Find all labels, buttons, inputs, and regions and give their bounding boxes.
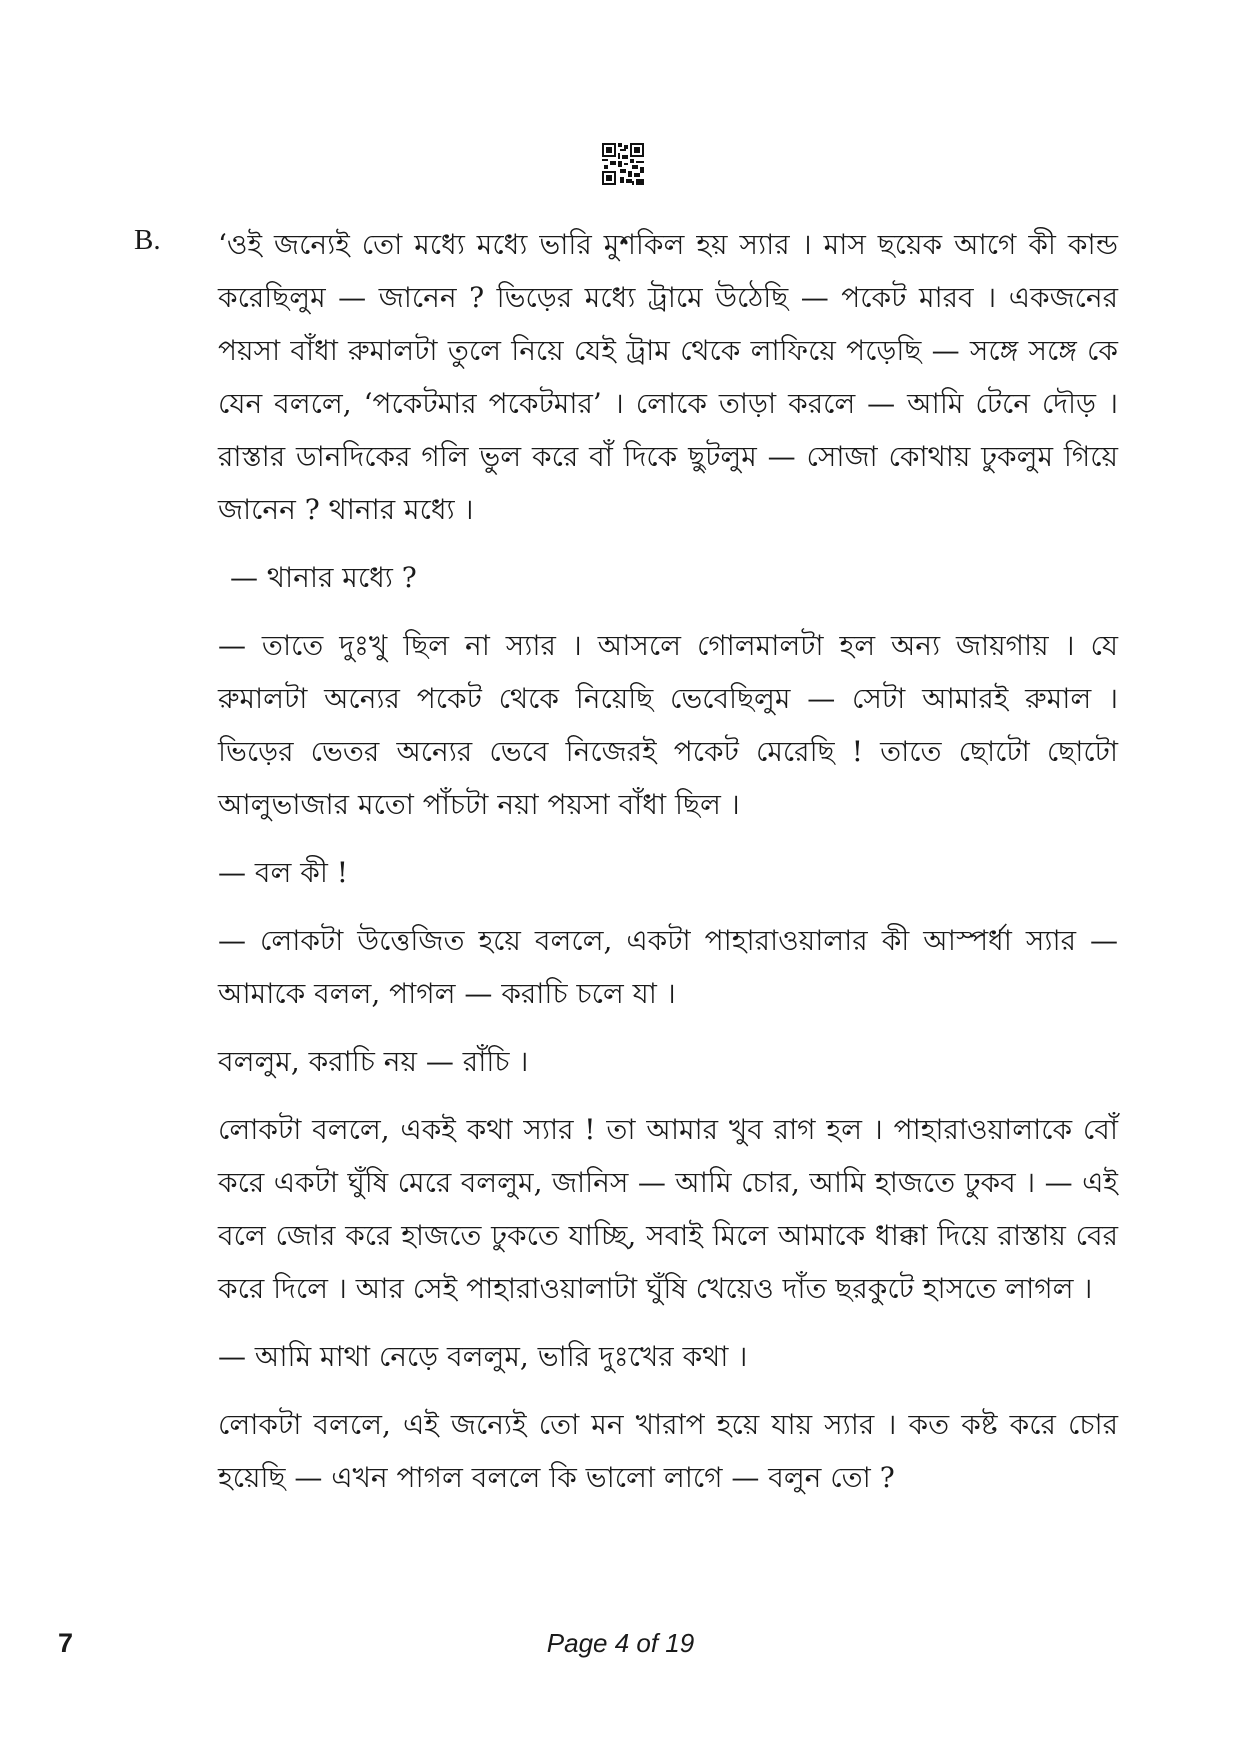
passage-paragraph: — বল কী ! [218,856,348,889]
question-label: B. [134,224,161,256]
page-number: Page 4 of 19 [546,1628,695,1658]
qr-code-icon [602,143,644,185]
passage-paragraph: ‘ওই জন্যেই তো মধ্যে মধ্যে ভারি মুশকিল হয় স্যার । মাস ছয়েক আগে কী কান্ড করেছিলুম — জানেন ? ভিড়ের মধ্যে ট্রামে উঠেছি — পকেট মারব । একজনের পয়সা বাঁধা রুমালটা তুলে নিয়ে যেই ট্রাম থেকে লাফিয়ে পড়েছি — সঙ্গে সঙ্গে কে যেন বললে, ‘পকেটমার পকেটমার’ । লোকে তাড়া করলে — আমি টেনে দৌড় । রাস্তার ডানদিকের গলি ভুল করে বাঁ দিকে ছুটলুম — সোজা কোথায় ঢুকলুম গিয়ে জানেন ? থানার মধ্যে । [218,228,1118,526]
page-code: 7 [58,1628,74,1658]
passage [218,218,1118,1519]
passage-paragraph: — তাতে দুঃখু ছিল না স্যার । আসলে গোলমালটা হল অন্য জায়গায় । যে রুমালটা অন্যের পকেট থেকে নিয়েছি ভেবেছিলুম — সেটা আমারই রুমাল । ভিড়ের ভেতর অন্যের ভেবে নিজেরই পকেট মেরেছি ! তাতে ছোটো ছোটো আলুভাজার মতো পাঁচটা নয়া পয়সা বাঁধা ছিল । [218,629,1118,821]
passage-paragraph: — থানার মধ্যে ? [230,561,417,594]
passage-paragraph: লোকটা বললে, একই কথা স্যার ! তা আমার খুব রাগ হল । পাহারাওয়ালাকে বোঁ করে একটা ঘুঁষি মেরে বললুম, জানিস — আমি চোর, আমি হাজতে ঢুকব । — এই বলে জোর করে হাজতে ঢুকতে যাচ্ছি, সবাই মিলে আমাকে ধাক্কা দিয়ে রাস্তায় বের করে দিলে । আর সেই পাহারাওয়ালাটা ঘুঁষি খেয়েও দাঁত ছরকুটে হাসতে লাগল । [218,1113,1118,1305]
passage-paragraph: — লোকটা উত্তেজিত হয়ে বললে, একটা পাহারাওয়ালার কী আস্পর্ধা স্যার — আমাকে বলল, পাগল — করাচি চলে যা । [218,924,1118,1010]
passage-paragraph: — আমি মাথা নেড়ে বললুম, ভারি দুঃখের কথা । [218,1340,748,1373]
passage-paragraph: বললুম, করাচি নয় — রাঁচি । [218,1045,529,1078]
passage-paragraph: লোকটা বললে, এই জন্যেই তো মন খারাপ হয়ে যায় স্যার । কত কষ্ট করে চোর হয়েছি — এখন পাগল বললে কি ভালো লাগে — বলুন তো ? [218,1408,1118,1494]
